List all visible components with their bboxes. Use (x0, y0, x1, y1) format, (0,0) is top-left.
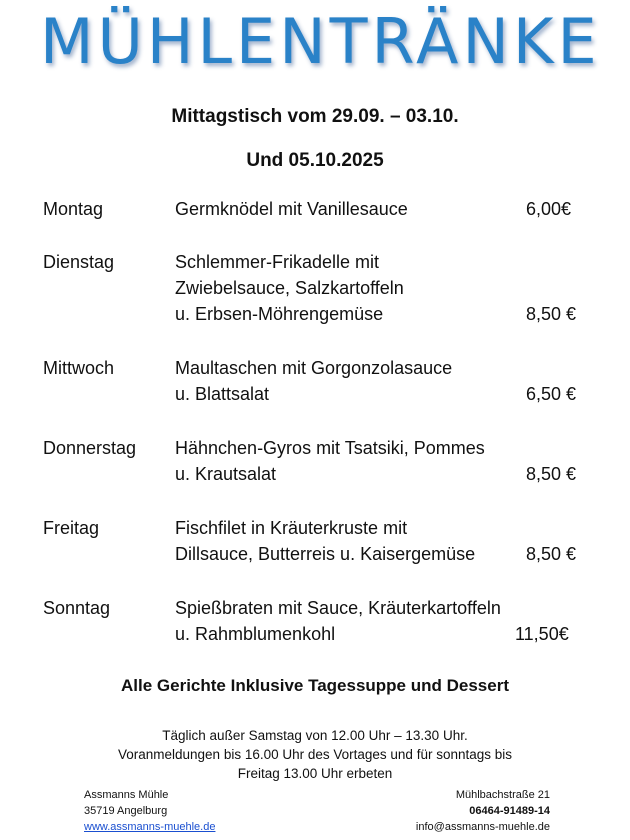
dish-line: Spießbraten mit Sauce, Kräuterkartoffeln (175, 598, 501, 618)
price: 6,50 € (526, 384, 577, 404)
menu-period-subtitle: Und 05.10.2025 (246, 150, 384, 171)
business-city: 35719 Angelburg (84, 805, 168, 817)
website-link[interactable]: www.assmanns-muehle.de (84, 821, 216, 833)
info-line: Freitag 13.00 Uhr erbeten (237, 766, 393, 781)
dish-line: Fischfilet in Kräuterkruste mit (175, 518, 408, 538)
business-name: Assmanns Mühle (84, 789, 169, 801)
address-right (416, 787, 550, 835)
price: 8,50 € (526, 544, 577, 564)
dish-description (175, 355, 525, 407)
dish-line: u. Rahmblumenkohl (175, 624, 336, 644)
menu-row-dienstag (43, 249, 593, 327)
menu-row-sonntag (43, 595, 593, 647)
email-address: info@assmanns-muehle.de (415, 821, 550, 833)
price: 8,50 € (526, 304, 577, 324)
info-line: Voranmeldungen bis 16.00 Uhr des Vortages und für sonntags bis (117, 747, 512, 762)
dish-description (175, 249, 525, 327)
dish-line: Hähnchen-Gyros mit Tsatsiki, Pommes (175, 438, 485, 458)
price: 11,50€ (515, 624, 569, 644)
logo: MÜHLENTRÄNKE (40, 5, 601, 78)
dish-description (175, 435, 525, 487)
day-label: Montag (43, 199, 104, 219)
menu-period-title: Mittagstisch vom 29.09. – 03.10. (171, 106, 459, 127)
day-label: Sonntag (43, 598, 111, 618)
dish-line: u. Blattsalat (175, 384, 270, 404)
day-label: Donnerstag (43, 438, 137, 458)
dish-line: u. Krautsalat (175, 464, 277, 484)
dish-description (175, 196, 525, 222)
menu-row-donnerstag (43, 435, 593, 487)
dish-line: Germknödel mit Vanillesauce (175, 199, 408, 219)
dish-line: Zwiebelsauce, Salzkartoffeln (175, 278, 404, 298)
menu-row-freitag (43, 515, 593, 567)
address-left (84, 787, 215, 835)
opening-info (60, 726, 570, 783)
info-line: Täglich außer Samstag von 12.00 Uhr – 13.30 Uhr. (162, 728, 468, 743)
dish-description (175, 595, 545, 647)
day-label: Dienstag (43, 252, 115, 272)
dish-line: Dillsauce, Butterreis u. Kaisergemüse (175, 544, 476, 564)
inclusive-note: Alle Gerichte Inklusive Tagessuppe und Dessert (121, 676, 509, 695)
dish-description (175, 515, 525, 567)
phone-number: 06464-91489-14 (469, 805, 550, 817)
dish-line: u. Erbsen-Möhrengemüse (175, 304, 384, 324)
day-label: Freitag (43, 518, 100, 538)
menu-row-mittwoch (43, 355, 593, 407)
price: 8,50 € (526, 464, 577, 484)
dish-line: Schlemmer-Frikadelle mit (175, 252, 380, 272)
menu-row-montag (43, 196, 593, 222)
dish-line: Maultaschen mit Gorgonzolasauce (175, 358, 453, 378)
price: 6,00€ (526, 199, 572, 219)
business-street: Mühlbachstraße 21 (455, 789, 550, 801)
day-label: Mittwoch (43, 358, 115, 378)
menu-list (43, 196, 593, 647)
